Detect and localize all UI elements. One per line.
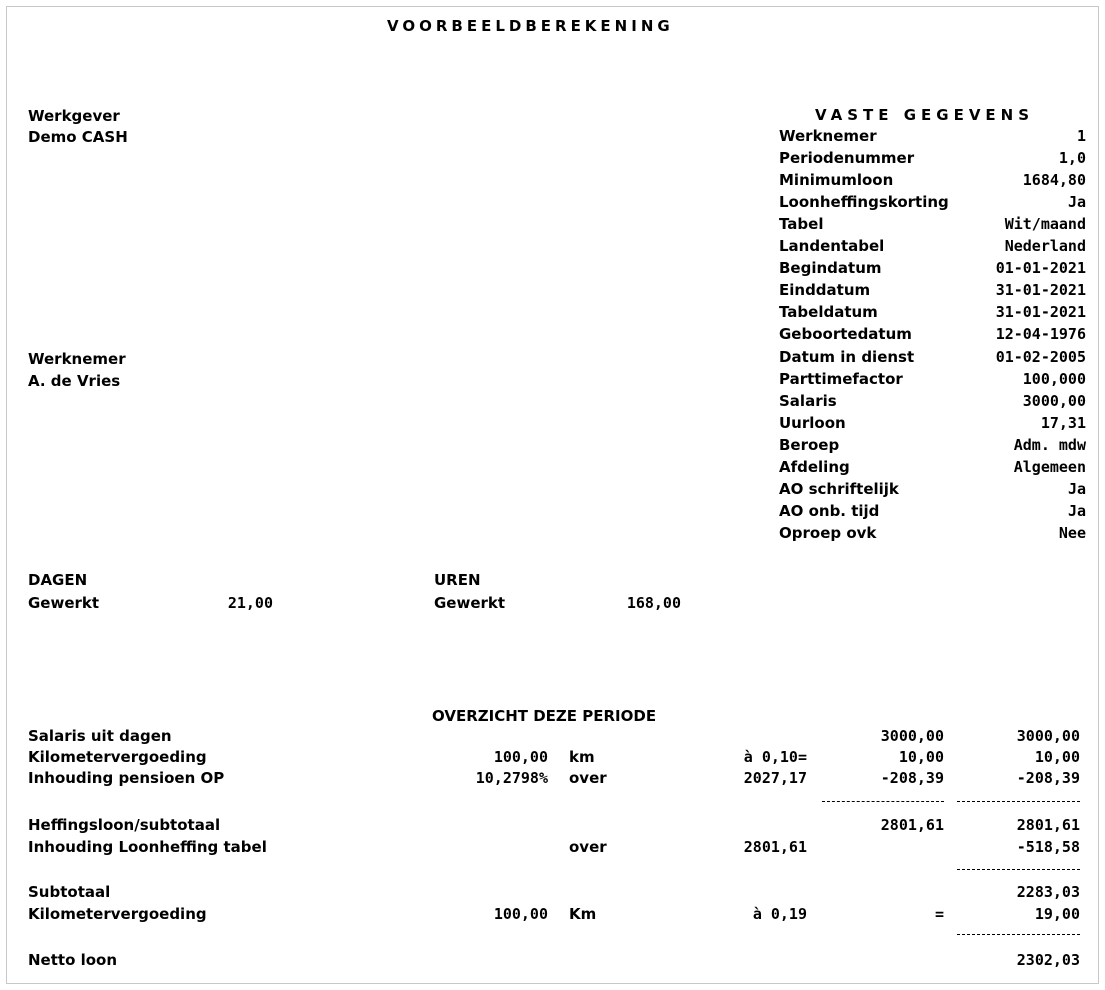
- vaste-gegevens-value: Ja: [1067, 502, 1086, 520]
- vaste-gegevens-value: Nee: [1058, 524, 1086, 542]
- pensioen-unit: over: [569, 769, 607, 787]
- vaste-gegevens-value: Adm. mdw: [1013, 436, 1086, 454]
- dagen-gewerkt-label: Gewerkt: [28, 594, 100, 612]
- vaste-gegevens-value: 01-01-2021: [995, 259, 1086, 277]
- vaste-gegevens-label: Tabel: [779, 215, 824, 233]
- salaris-label: Salaris uit dagen: [28, 727, 172, 745]
- netto-label: Netto loon: [28, 951, 118, 969]
- km1-rate: à 0,10=: [743, 748, 807, 766]
- vaste-gegevens-value: 1684,80: [1022, 171, 1086, 189]
- loonheffing-base: 2801,61: [743, 838, 807, 856]
- km2-label: Kilometervergoeding: [28, 905, 207, 923]
- pensioen-qty: 10,2798%: [475, 769, 548, 787]
- subtotaal-label: Subtotaal: [28, 883, 111, 901]
- km2-rate: à 0,19: [752, 905, 807, 923]
- km2-eq: =: [934, 905, 944, 923]
- vaste-gegevens-label: Salaris: [779, 392, 837, 410]
- vaste-gegevens-value: 31-01-2021: [995, 281, 1086, 299]
- vaste-gegevens-label: Afdeling: [779, 458, 850, 476]
- vaste-gegevens-label: Tabeldatum: [779, 303, 878, 321]
- document-title: VOORBEELDBEREKENING: [387, 17, 674, 35]
- netto-total: 2302,03: [1016, 951, 1080, 969]
- vaste-gegevens-label: Einddatum: [779, 281, 871, 299]
- vaste-gegevens-value: 3000,00: [1022, 392, 1086, 410]
- dagen-heading: DAGEN: [28, 571, 88, 589]
- pensioen-label: Inhouding pensioen OP: [28, 769, 225, 787]
- separator-line: [822, 801, 944, 802]
- vaste-gegevens-value: 17,31: [1040, 414, 1086, 432]
- vaste-gegevens-label: Beroep: [779, 436, 840, 454]
- salaris-total: 3000,00: [1016, 727, 1080, 745]
- km1-qty: 100,00: [493, 748, 548, 766]
- vaste-gegevens-label: Landentabel: [779, 237, 885, 255]
- overzicht-heading: OVERZICHT DEZE PERIODE: [432, 707, 657, 725]
- separator-line: [957, 801, 1080, 802]
- vaste-gegevens-label: Periodenummer: [779, 149, 915, 167]
- subtotaal-total: 2283,03: [1016, 883, 1080, 901]
- dagen-gewerkt-value: 21,00: [227, 594, 273, 612]
- km1-subtotal: 10,00: [898, 748, 944, 766]
- pensioen-subtotal: -208,39: [880, 769, 944, 787]
- werkgever-label: Werkgever: [28, 107, 120, 125]
- loonheffing-label: Inhouding Loonheffing tabel: [28, 838, 267, 856]
- km1-unit: km: [569, 748, 595, 766]
- vaste-gegevens-value: Ja: [1067, 193, 1086, 211]
- vaste-gegevens-value: 31-01-2021: [995, 303, 1086, 321]
- werknemer-value: A. de Vries: [28, 372, 121, 390]
- loonheffing-total: -518,58: [1016, 838, 1080, 856]
- vaste-gegevens-label: Datum in dienst: [779, 348, 915, 366]
- vaste-gegevens-value: 1,0: [1058, 149, 1086, 167]
- vaste-gegevens-label: Begindatum: [779, 259, 882, 277]
- uren-gewerkt-label: Gewerkt: [434, 594, 506, 612]
- heffingsloon-label: Heffingsloon/subtotaal: [28, 816, 221, 834]
- vaste-gegevens-label: Werknemer: [779, 127, 877, 145]
- vaste-gegevens-label: Geboortedatum: [779, 325, 912, 343]
- km2-total: 19,00: [1034, 905, 1080, 923]
- werkgever-value: Demo CASH: [28, 128, 128, 146]
- separator-line: [957, 934, 1080, 935]
- vaste-gegevens-value: Ja: [1067, 480, 1086, 498]
- km2-qty: 100,00: [493, 905, 548, 923]
- heffingsloon-total: 2801,61: [1016, 816, 1080, 834]
- km2-unit: Km: [569, 905, 597, 923]
- vaste-gegevens-value: 1: [1076, 127, 1086, 145]
- vaste-gegevens-value: 01-02-2005: [995, 348, 1086, 366]
- vaste-gegevens-heading: VASTE GEGEVENS: [815, 106, 1035, 124]
- pensioen-base: 2027,17: [743, 769, 807, 787]
- pensioen-total: -208,39: [1016, 769, 1080, 787]
- vaste-gegevens-value: Nederland: [1004, 237, 1086, 255]
- salaris-subtotal: 3000,00: [880, 727, 944, 745]
- uren-heading: UREN: [434, 571, 481, 589]
- werknemer-label: Werknemer: [28, 350, 126, 368]
- vaste-gegevens-label: Minimumloon: [779, 171, 894, 189]
- vaste-gegevens-value: 12-04-1976: [995, 325, 1086, 343]
- vaste-gegevens-label: Uurloon: [779, 414, 846, 432]
- vaste-gegevens-label: Parttimefactor: [779, 370, 903, 388]
- separator-line: [957, 869, 1080, 870]
- vaste-gegevens-label: AO onb. tijd: [779, 502, 880, 520]
- vaste-gegevens-value: Algemeen: [1013, 458, 1086, 476]
- heffingsloon-subtotal: 2801,61: [880, 816, 944, 834]
- vaste-gegevens-value: Wit/maand: [1004, 215, 1086, 233]
- loonheffing-unit: over: [569, 838, 607, 856]
- km1-total: 10,00: [1034, 748, 1080, 766]
- vaste-gegevens-label: Oproep ovk: [779, 524, 877, 542]
- uren-gewerkt-value: 168,00: [626, 594, 681, 612]
- vaste-gegevens-label: AO schriftelijk: [779, 480, 899, 498]
- vaste-gegevens-value: 100,000: [1022, 370, 1086, 388]
- km1-label: Kilometervergoeding: [28, 748, 207, 766]
- vaste-gegevens-label: Loonheffingskorting: [779, 193, 949, 211]
